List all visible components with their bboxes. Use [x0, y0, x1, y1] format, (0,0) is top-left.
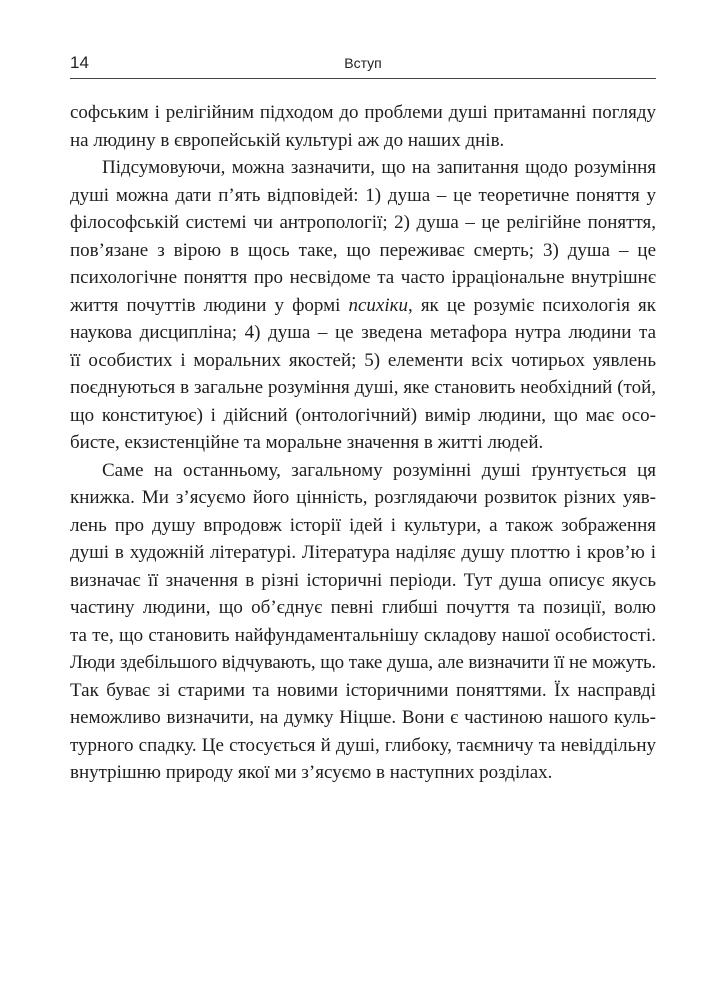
text-line: частину людини, що об’єднує певні глибші почуття та позиції, волю	[70, 597, 656, 618]
text-line: психологічне поняття про несвідоме та часто ірраціональне внутрішнє	[70, 267, 656, 288]
text-line: поєднуються в загальне розуміння душі, яке становить необхідний (той,	[70, 377, 656, 398]
page-number: 14	[70, 53, 89, 72]
text-line: Так буває зі старими та новими історичними поняттями. Їх насправді	[70, 679, 656, 701]
text-line: Підсумовуючи, можна зазначити, що на запитання щодо розуміння	[102, 157, 656, 178]
text-line: що конституює) і дійсний (онтологічний) вимір людини, що має осо-	[70, 404, 656, 426]
running-header	[70, 53, 656, 77]
text-line: Люди здебільшого відчувають, що таке душа, але визначити її не можуть.	[70, 652, 656, 673]
text-segment: життя почуттів людини у формі	[70, 294, 349, 316]
text-line: душі можна дати п’ять відповідей: 1) душа – це теоретичне поняття у	[70, 184, 656, 206]
text-line: Саме на останньому, загальному розумінні душі ґрунтується ця	[102, 459, 656, 481]
text-line: наукова дисципліна; 4) душа – це зведена метафора нутра людини та	[70, 322, 656, 343]
text-line: її особистих і моральних якостей; 5) елементи всіх чотирьох уявлень	[70, 349, 656, 371]
body-text	[70, 99, 656, 787]
text-line: та те, що становить найфундаментальнішу складову нашої особистості.	[70, 624, 656, 646]
text-line: турного спадку. Це стосується й душі, глибоку, таємничу та невіддільну	[70, 734, 656, 756]
paragraph-3	[70, 457, 656, 787]
text-line: філософській системі чи антропології; 2) душа – це релігійне поняття,	[70, 212, 656, 233]
italic-term: психіки	[348, 294, 409, 316]
text-line: софським і релігійним підходом до проблеми душі притаманні погляду	[70, 102, 656, 123]
text-line: визначає її значення в різні історичні періоди. Тут душа описує якусь	[70, 569, 656, 591]
text-line: неможливо визначити, на думку Ніцше. Вони є частиною нашого куль-	[70, 707, 656, 728]
text-line: книжка. Ми з’ясуємо його цінність, розглядаючи розвиток різних уяв-	[70, 487, 656, 508]
text-line: лень про душу впродовж історії ідей і культури, а також зображення	[70, 514, 656, 536]
text-line: на людину в європейській культурі аж до наших днів.	[70, 129, 505, 151]
paragraph-2	[70, 154, 656, 457]
paragraph-1	[70, 99, 656, 154]
running-title: Вступ	[344, 55, 382, 71]
text-segment: , як це розуміє психологія як	[408, 294, 656, 316]
text-line: душі в художній літературі. Література наділяє душу плоттю і кров’ю і	[70, 542, 656, 563]
text-line: внутрішню природу якої ми з’ясуємо в наступних розділах.	[70, 762, 553, 783]
header-rule	[70, 78, 656, 79]
text-line-with-italic	[70, 292, 656, 320]
text-line: бисте, екзистенційне та моральне значення в житті людей.	[70, 432, 544, 453]
text-line: пов’язане з вірою в щось таке, що переживає смерть; 3) душа – це	[70, 239, 656, 261]
